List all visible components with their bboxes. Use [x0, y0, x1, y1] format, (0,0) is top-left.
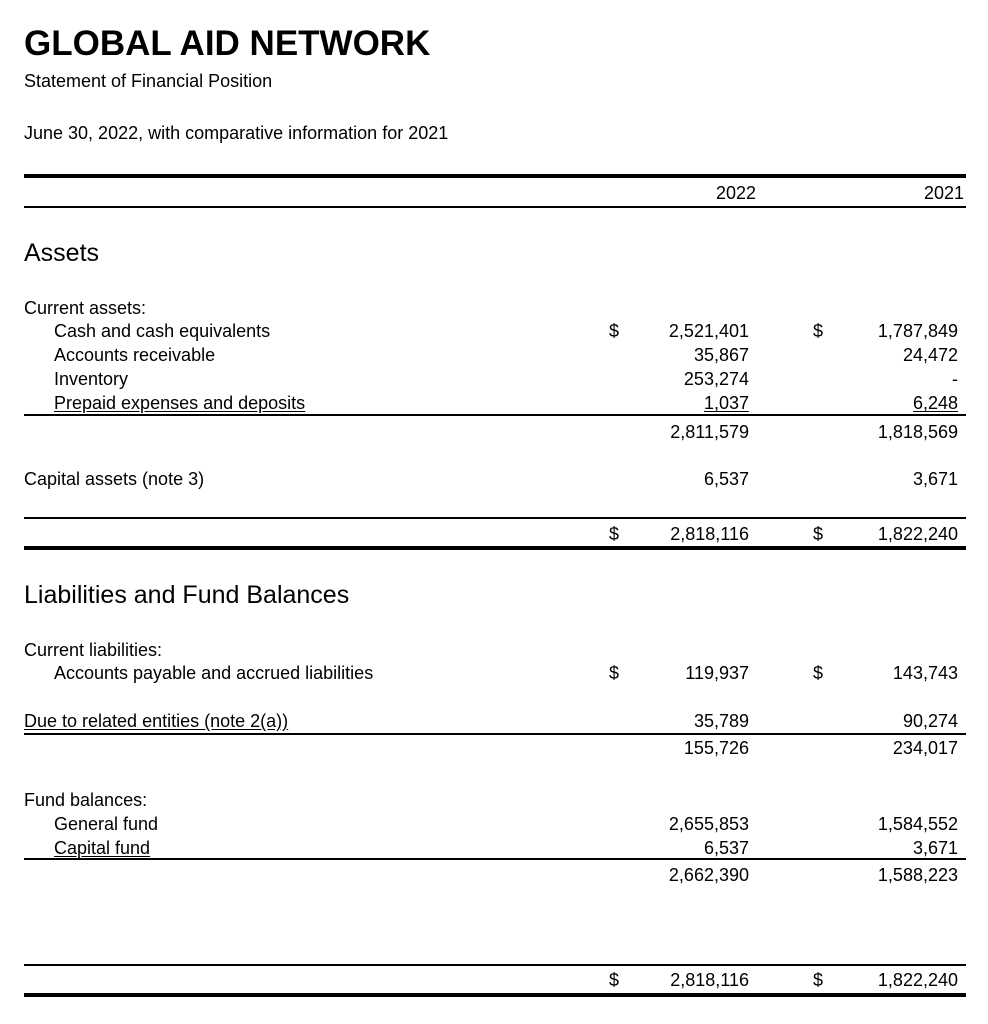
total-assets-2021: 1,822,240	[877, 524, 958, 544]
liabilities-heading: Liabilities and Fund Balances	[24, 581, 350, 609]
total-assets-2022: 2,818,116	[670, 524, 749, 544]
capital-assets-2022: 6,537	[703, 469, 749, 489]
related-entities-label: Due to related entities (note 2(a))	[24, 711, 289, 731]
fund-balances-label: Fund balances:	[24, 790, 148, 810]
inventory-2022: 253,274	[683, 369, 749, 389]
column-header-2021: 2021	[923, 183, 964, 203]
currency-symbol: $	[813, 970, 824, 990]
grand-total-top-rule	[24, 964, 966, 966]
capital-fund-2021: 3,671	[912, 838, 958, 858]
fund-balances-total-2021: 1,588,223	[877, 865, 958, 885]
capital-fund-2022: 6,537	[703, 838, 749, 858]
inventory-label: Inventory	[54, 369, 129, 389]
currency-symbol: $	[813, 321, 824, 341]
currency-symbol: $	[609, 321, 620, 341]
receivable-label: Accounts receivable	[54, 345, 216, 365]
currency-symbol: $	[609, 524, 620, 544]
capital-fund-label: Capital fund	[54, 838, 151, 858]
assets-total-top-rule	[24, 517, 966, 519]
current-assets-total-2022: 2,811,579	[670, 422, 749, 442]
inventory-2021: -	[952, 369, 958, 389]
header-top-rule	[24, 174, 966, 178]
header-bottom-rule	[24, 206, 966, 208]
general-fund-2021: 1,584,552	[877, 814, 958, 834]
grand-total-bottom-rule	[24, 993, 966, 997]
grand-total-2021: 1,822,240	[877, 970, 958, 990]
current-assets-rule	[24, 414, 966, 416]
statement-period: June 30, 2022, with comparative information for 2021	[24, 123, 449, 143]
receivable-2021: 24,472	[902, 345, 958, 365]
liabilities-subtotal-2022: 155,726	[683, 738, 749, 758]
currency-symbol: $	[609, 663, 620, 683]
related-entities-2021: 90,274	[902, 711, 958, 731]
prepaid-2022: 1,037	[703, 393, 749, 413]
capital-assets-2021: 3,671	[912, 469, 958, 489]
current-liabilities-label: Current liabilities:	[24, 640, 163, 660]
related-entities-2022: 35,789	[693, 711, 749, 731]
payables-2021: 143,743	[892, 663, 958, 683]
currency-symbol: $	[609, 970, 620, 990]
grand-total-2022: 2,818,116	[670, 970, 749, 990]
cash-2022: 2,521,401	[668, 321, 749, 341]
payables-2022: 119,937	[685, 663, 749, 683]
statement-title: Statement of Financial Position	[24, 71, 273, 91]
general-fund-label: General fund	[54, 814, 159, 834]
payables-label: Accounts payable and accrued liabilities	[54, 663, 374, 683]
cash-2021: 1,787,849	[877, 321, 958, 341]
cash-label: Cash and cash equivalents	[54, 321, 271, 341]
column-header-2022: 2022	[715, 183, 756, 203]
assets-heading: Assets	[24, 239, 100, 267]
general-fund-2022: 2,655,853	[668, 814, 749, 834]
current-assets-label: Current assets:	[24, 298, 147, 318]
currency-symbol: $	[813, 524, 824, 544]
capital-assets-label: Capital assets (note 3)	[24, 469, 205, 489]
currency-symbol: $	[813, 663, 824, 683]
assets-total-bottom-rule	[24, 546, 966, 550]
prepaid-label: Prepaid expenses and deposits	[54, 393, 306, 413]
fund-balances-rule	[24, 858, 966, 860]
liabilities-subtotal-rule	[24, 733, 966, 735]
receivable-2022: 35,867	[693, 345, 749, 365]
fund-balances-total-2022: 2,662,390	[668, 865, 749, 885]
prepaid-2021: 6,248	[912, 393, 958, 413]
liabilities-subtotal-2021: 234,017	[892, 738, 958, 758]
current-assets-total-2021: 1,818,569	[877, 422, 958, 442]
organization-name: GLOBAL AID NETWORK	[24, 24, 431, 63]
